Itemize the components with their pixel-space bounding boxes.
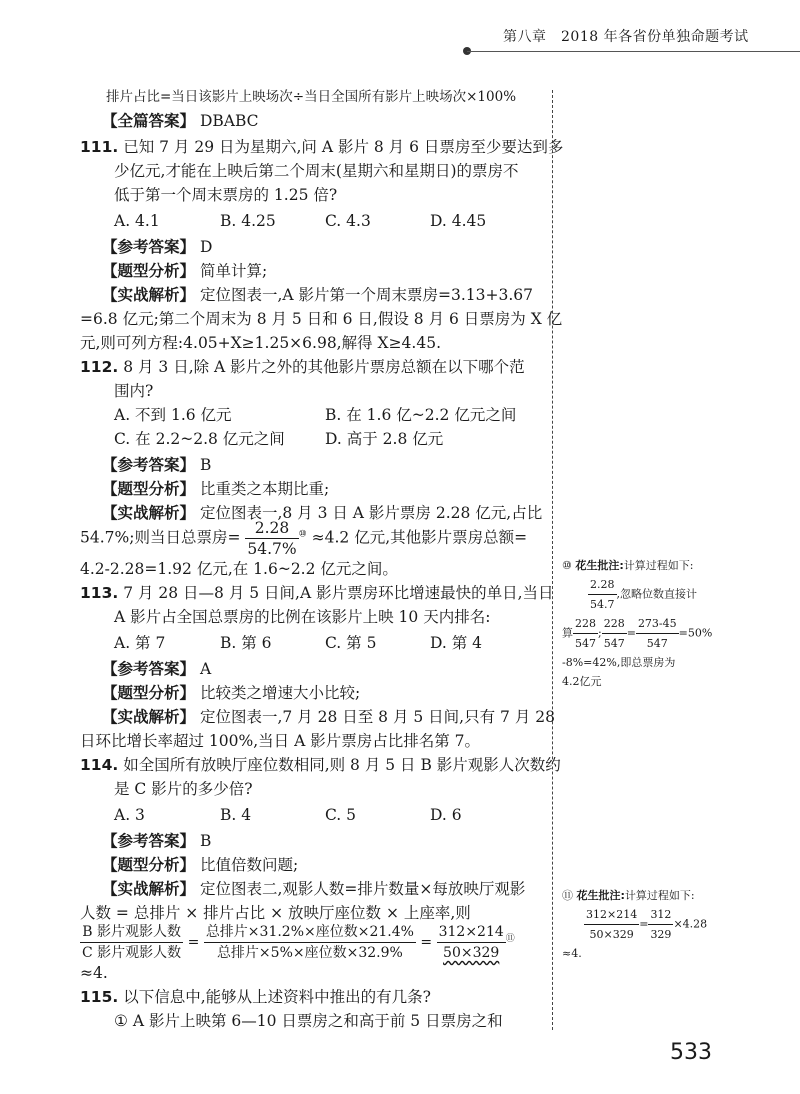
note-line-2 [562,905,707,944]
numerator: 228 [573,614,598,634]
full-answer-value: DBABC [199,112,259,130]
analysis-111-line-3: 元,则可列方程:4.05+X≥1.25×6.98,解得 X≥4.45. [80,334,441,352]
question-number: 111. [80,138,119,156]
question-text: 如全国所有放映厅座位数相同,则 8 月 5 日 B 影片观影人次数约 [123,756,561,774]
type-tag: 【题型分析】 [102,684,196,702]
numerator: 273-45 [636,614,679,634]
answer-value: A [199,660,212,678]
analysis-112-line-2 [80,518,527,559]
analysis-text: 定位图表二,观影人数=排片数量×每放映厅观影 [199,880,526,898]
type-111 [102,260,267,282]
footnote-marker: ⑪ [505,933,515,944]
chapter-title: 第八章 2018 年各省份单独命题考试 [503,29,749,45]
question-number: 113. [80,584,119,602]
option-d: D. 6 [430,806,462,824]
side-note-10 [562,556,712,691]
analysis-114-line-4: ≈4. [80,964,108,982]
note-text: ×4.28 [673,917,708,931]
note-text: 算 [562,626,573,640]
option-a: A. 不到 1.6 亿元 [114,406,232,424]
option-a: A. 4.1 [114,212,160,230]
analysis-tag: 【实战解析】 [102,708,196,726]
type-tag: 【题型分析】 [102,480,196,498]
fraction [584,905,639,944]
denominator: C 影片观影人数 [82,945,182,961]
numerator: 2.28 [588,575,617,595]
question-111-line-3: 低于第一个周末票房的 1.25 倍? [114,186,338,204]
note-marker: ⑩ [562,559,572,572]
note-line-5: 4.2亿元 [562,675,602,688]
option-a: A. 3 [114,806,145,824]
note-line-3 [562,614,712,653]
note-text: ,忽略位数直接计 [616,587,697,601]
fraction [80,922,183,963]
analysis-111-line-1 [102,284,533,306]
question-number: 114. [80,756,119,774]
type-value: 简单计算; [199,262,268,280]
fraction [648,905,673,944]
ref-answer-tag: 【参考答案】 [102,832,196,850]
question-text: 8 月 3 日,除 A 影片之外的其他影片票房总额在以下哪个范 [123,358,525,376]
question-number: 115. [80,988,119,1006]
note-text: = [639,917,649,931]
denominator: 547 [646,637,668,650]
type-tag: 【题型分析】 [102,262,196,280]
page-header [463,12,800,72]
analysis-text: 54.7%;则当日总票房= [80,528,241,547]
note-marker: ⑪ [562,889,573,902]
option-b: B. 第 6 [220,634,272,652]
answer-113 [102,658,211,680]
option-c: C. 4.3 [325,212,371,230]
question-number: 112. [80,358,119,376]
footnote-marker: ⑩ [298,529,307,540]
type-113 [102,682,360,704]
analysis-112-line-3: 4.2-2.28=1.92 亿元,在 1.6~2.2 亿元之间。 [80,560,398,578]
ref-answer-tag: 【参考答案】 [102,456,196,474]
note-text: 计算过程如下: [623,559,694,572]
analysis-text: 定位图表一,7 月 28 日至 8 月 5 日间,只有 7 月 28 [199,708,555,726]
analysis-text: 定位图表一,8 月 3 日 A 影片票房 2.28 亿元,占比 [199,504,543,522]
note-text: = [626,626,636,640]
option-b: B. 4 [220,806,252,824]
fraction [573,614,598,653]
type-value: 比较类之增速大小比较; [199,684,361,702]
analysis-114-line-2: 人数 = 总排片 × 排片占比 × 放映厅座位数 × 上座率,则 [80,904,471,922]
question-114-line-2: 是 C 影片的多少倍? [114,780,253,798]
type-114 [102,854,298,876]
numerator: 2.28 [245,518,298,539]
type-tag: 【题型分析】 [102,856,196,874]
numerator: 228 [602,614,627,634]
option-b: B. 在 1.6 亿~2.2 亿元之间 [325,406,517,424]
formula-line: 排片占比=当日该影片上映场次÷当日全国所有影片上映场次×100% [106,89,517,105]
question-text: 7 月 28 日—8 月 5 日间,A 影片票房环比增速最快的单日,当日 [123,584,554,602]
analysis-113-line-1 [102,706,555,728]
analysis-tag: 【实战解析】 [102,504,196,522]
numerator: 312×214 [584,905,639,925]
note-line-4: -8%=42%,即总票房为 [562,656,676,669]
denominator: 54.7% [247,540,297,558]
denominator: 547 [575,637,596,650]
question-115-item-1: ① A 影片上映第 6—10 日票房之和高于前 5 日票房之和 [114,1012,503,1030]
numerator: B 影片观影人数 [80,922,183,943]
denominator: 547 [603,637,625,650]
denominator: 50×329 [443,945,500,961]
question-115-line-1 [80,986,431,1008]
note-line-3: ≈4. [562,947,582,960]
numerator: 312×214 [437,922,506,943]
note-title: 花生批注: [576,889,625,902]
main-content [80,80,564,1040]
type-value: 比重类之本期比重; [199,480,330,498]
analysis-114-line-1 [102,878,525,900]
fraction [636,614,679,653]
ref-answer-tag: 【参考答案】 [102,238,196,256]
question-text: 已知 7 月 29 日为星期六,问 A 影片 8 月 6 日票房至少要达到多 [123,138,564,156]
question-114-line-1 [80,754,561,776]
option-a: A. 第 7 [114,634,166,652]
answer-value: D [199,238,213,256]
answer-value: B [199,832,212,850]
question-111-line-2: 少亿元,才能在上映后第二个周末(星期六和星期日)的票房不 [114,162,519,180]
question-text: 以下信息中,能够从上述资料中推出的有几条? [123,988,431,1006]
analysis-tag: 【实战解析】 [102,880,196,898]
analysis-114-equation: $\frac{\text{B 影片观影人数}}{\text{C 影片观影人数}}$ = $\frac{\text{总排片×31.2\%×座位数×21.4\%}}{\text{总排片×5\%×座位数×32.9\%}}$ = $\frac{312\times 214}{50\times 329}$ ⑪ [82,924,515,961]
denominator: 总排片×5%×座位数×32.9% [216,945,403,961]
analysis-113-line-2: 日环比增长率超过 100%,当日 A 影片票房占比排名第 7。 [80,732,481,750]
option-c: C. 第 5 [325,634,377,652]
question-113-line-2: A 影片占全国总票房的比例在该影片上映 10 天内排名: [114,608,491,626]
header-rule [467,51,800,52]
question-113-line-1 [80,582,554,604]
analysis-tag: 【实战解析】 [102,286,196,304]
denominator: 329 [650,928,672,941]
page-number: 533 [670,1040,712,1065]
fraction [437,922,506,963]
note-title: 花生批注: [575,559,624,572]
analysis-111-line-2: =6.8 亿元;第二个周末为 8 月 5 日和 6 日,假设 8 月 6 日票房为 X 亿 [80,310,563,328]
option-b: B. 4.25 [220,212,276,230]
side-note-11 [562,886,707,963]
note-line-1 [562,886,707,905]
option-d: D. 第 4 [430,634,483,652]
answer-112 [102,454,211,476]
type-112 [102,478,329,500]
answer-111 [102,236,212,258]
type-value: 比值倍数问题; [199,856,299,874]
option-c: C. 5 [325,806,357,824]
answer-value: B [199,456,212,474]
fraction [204,922,416,963]
full-answer-tag: 【全篇答案】 [102,112,196,130]
question-112-line-2: 围内? [114,382,154,400]
note-text: ; [598,626,602,640]
ref-answer-tag: 【参考答案】 [102,660,196,678]
numerator: 总排片×31.2%×座位数×21.4% [204,922,416,943]
numerator: 312 [648,905,673,925]
denominator: 54.7 [590,598,615,611]
fraction [602,614,627,653]
analysis-text: ≈4.2 亿元,其他影片票房总额= [311,528,528,547]
fraction [588,575,617,614]
question-111-line-1 [80,136,563,158]
fraction [245,518,298,559]
question-112-line-1 [80,356,525,378]
note-text: 计算过程如下: [624,889,695,902]
option-d: D. 高于 2.8 亿元 [325,430,444,448]
option-c: C. 在 2.2~2.8 亿元之间 [114,430,285,448]
option-d: D. 4.45 [430,212,487,230]
answer-114 [102,830,211,852]
analysis-text: 定位图表一,A 影片第一个周末票房=3.13+3.67 [199,286,533,304]
note-line-1 [562,556,712,575]
full-answer [102,110,259,132]
denominator: 50×329 [589,928,634,941]
note-line-2 [562,575,712,614]
note-text: =50% [678,626,713,640]
